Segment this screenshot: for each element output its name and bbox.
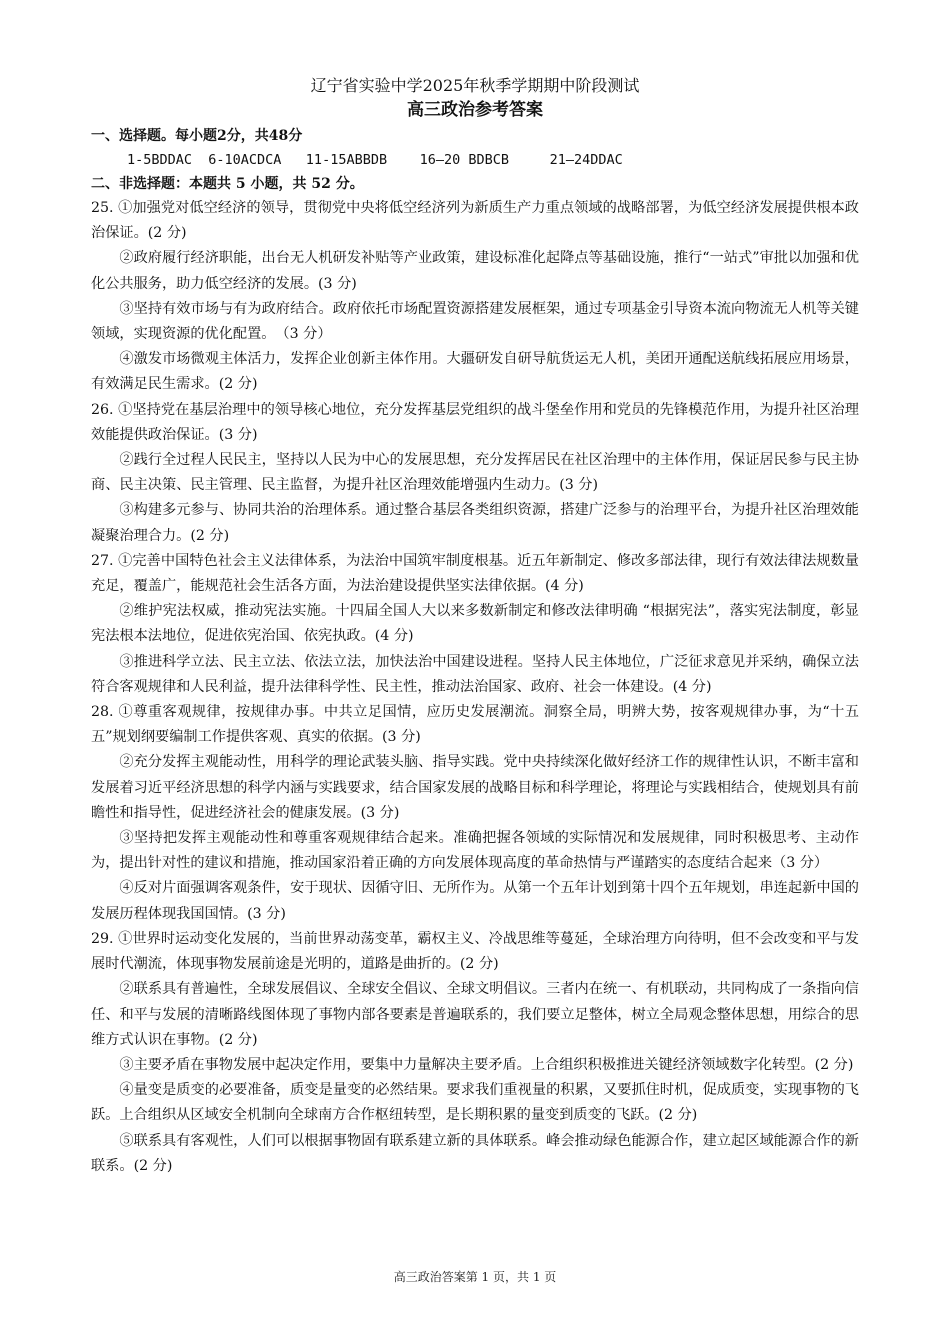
section-heading-nonchoice: 二、非选择题：本题共 5 小题，共 52 分。: [91, 176, 364, 192]
section-heading-choice: 一、选择题。每小题2分，共48分: [91, 128, 303, 144]
page-subtitle: 高三政治参考答案: [407, 100, 543, 120]
q26-point-3: ③构建多元参与、协同共治的治理体系。通过整合基层各类组织资源，搭建广泛参与的治理平台，为提升社区治理效能凝聚治理合力。(2 分): [91, 502, 859, 544]
page-footer: 高三政治答案第 1 页，共 1 页: [393, 1270, 557, 1284]
q29-point-4: ④量变是质变的必要准备，质变是量变的必然结果。要求我们重视量的积累，又要抓住时机，促成质变，实现事物的飞跃。上合组织从区域安全机制向全球南方合作枢纽转型，是长期积累的量变到质变的飞跃。(2 分): [91, 1082, 859, 1124]
q25-point-1: 25. ①加强党对低空经济的领导，贯彻党中央将低空经济列为新质生产力重点领域的战略部署，为低空经济发展提供根本政治保证。(2 分): [91, 200, 859, 242]
q28-point-3: ③坚持把发挥主观能动性和尊重客观规律结合起来。准确把握各领域的实际情况和发展规律，同时积极思考、主动作为，提出针对性的建议和措施，推动国家沿着正确的方向发展体现高度的革命热情与严谨踏实的态度结合起来（3 分）: [91, 830, 859, 872]
q25-point-4: ④激发市场微观主体活力，发挥企业创新主体作用。大疆研发自研导航货运无人机，美团开通配送航线拓展应用场景，有效满足民生需求。(2 分): [91, 351, 859, 393]
page-title: 辽宁省实验中学2025年秋季学期期中阶段测试: [310, 76, 640, 95]
q28-point-4: ④反对片面强调客观条件，安于现状、因循守旧、无所作为。从第一个五年计划到第十四个五年规划，串连起新中国的发展历程体现我国国情。(3 分): [91, 880, 859, 922]
q27-point-1: 27. ①完善中国特色社会主义法律体系，为法治中国筑牢制度根基。近五年新制定、修改多部法律，现行有效法律法规数量充足，覆盖广，能规范社会生活各方面，为法治建设提供坚实法律依据。(4 分): [91, 552, 859, 595]
q27-point-3: ③推进科学立法、民主立法、依法立法，加快法治中国建设进程。坚持人民主体地位，广泛征求意见并采纳，确保立法符合客观规律和人民利益，提升法律科学性、民主性，推动法治国家、政府、社会一体建设。(4 分): [91, 653, 859, 695]
q29-point-5: ⑤联系具有客观性，人们可以根据事物固有联系建立新的具体联系。峰会推动绿色能源合作，建立起区域能源合作的新联系。(2 分): [91, 1132, 859, 1174]
q29-point-2: ②联系具有普遍性，全球发展倡议、全球安全倡议、全球文明倡议。三者内在统一、有机联动，共同构成了一条指向信任、和平与发展的清晰路线图体现了事物内部各要素是普遍联系的，我们要立足整体，树立全局观念整体思想，用综合的思维方式认识在事物。(2 分): [91, 981, 859, 1048]
q25-point-2: ②政府履行经济职能，出台无人机研发补贴等产业政策，建设标准化起降点等基础设施，推行“一站式”审批以加强和优化公共服务，助力低空经济的发展。(3 分): [91, 250, 859, 292]
q25-point-3: ③坚持有效市场与有为政府结合。政府依托市场配置资源搭建发展框架，通过专项基金引导资本流向物流无人机等关键领域，实现资源的优化配置。 （3 分）: [91, 300, 859, 343]
q27-point-2: ②维护宪法权威，推动宪法实施。十四届全国人大以来多数新制定和修改法律明确 “根据宪法”，落实宪法制度，彰显宪法根本法地位，促进依宪治国、依宪执政。(4 分): [91, 603, 859, 645]
q26-point-1: 26. ①坚持党在基层治理中的领导核心地位，充分发挥基层党组织的战斗堡垒作用和党员的先锋模范作用，为提升社区治理效能提供政治保证。(3 分): [91, 401, 859, 443]
q28-point-2: ②充分发挥主观能动性，用科学的理论武装头脑、指导实践。党中央持续深化做好经济工作的规律性认识，不断丰富和发展着习近平经济思想的科学内涵与实践要求，结合国家发展的战略目标和科学理论，将理论与实践相结合，使规划具有前瞻性和指导性，促进经济社会的健康发展。(3 分): [91, 754, 859, 821]
q29-point-1: 29. ①世界时运动变化发展的，当前世界动荡变革，霸权主义、冷战思维等蔓延，全球治理方向待明，但不会改变和平与发展时代潮流，体现事物发展前途是光明的，道路是曲折的。(2 分): [91, 930, 859, 973]
choice-answers: 1-5BDDAC 6-10ACDCA 11-15ABBDB 16—20 BDBCB 21—24DDAC: [127, 152, 623, 168]
q28-point-1: 28. ①尊重客观规律，按规律办事。中共立足国情，应历史发展潮流。洞察全局，明辨大势，按客观规律办事，为“十五五”规划纲要编制工作提供客观、真实的依据。(3 分): [91, 704, 859, 746]
answer-sheet: [91, 74, 859, 1179]
q29-point-3: ③主要矛盾在事物发展中起决定作用，要集中力量解决主要矛盾。上合组织积极推进关键经济领域数字化转型。(2 分): [119, 1056, 854, 1073]
q26-point-2: ②践行全过程人民民主，坚持以人民为中心的发展思想，充分发挥居民在社区治理中的主体作用，保证居民参与民主协商、民主决策、民主管理、民主监督，为提升社区治理效能增强内生动力。(3 分): [91, 452, 859, 494]
